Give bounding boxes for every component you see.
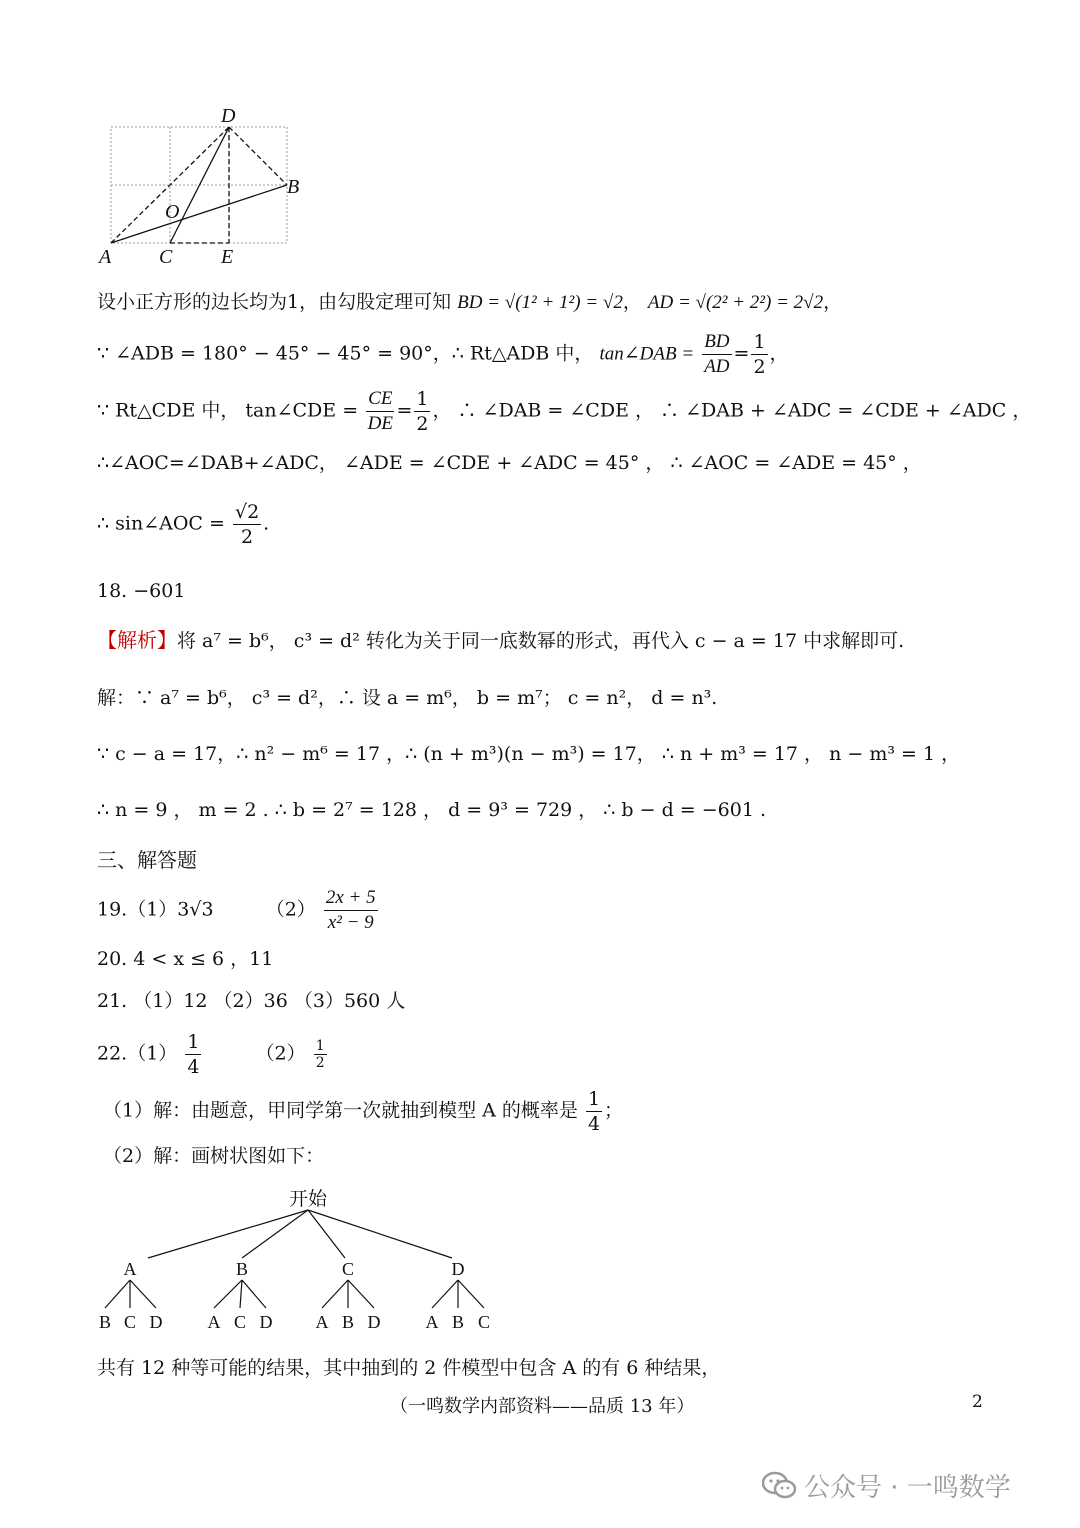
solution-line-4: ∴∠AOC=∠DAB+∠ADC， ∠ADE = ∠CDE + ∠ADC = 45° ， ∴ ∠AOC = ∠ADE = 45° ， xyxy=(97,452,922,474)
label-D: D xyxy=(221,105,236,127)
label-O: O xyxy=(165,201,180,223)
q18-step-3: ∴ n = 9 ， m = 2 . ∴ b = 2⁷ = 128 ， d = 9³ = 729 ， ∴ b − d = −601 . xyxy=(97,799,767,821)
tree-diagram xyxy=(90,1180,510,1340)
solution-line-3: ∵ Rt△CDE 中， tan∠CDE = $\frac{CE}{DE}$ = $\frac{1}{2}$ ， ∴ ∠DAB = ∠CDE ， ∴ ∠DAB + ∠ADC = ∠CDE + ∠ADC ， xyxy=(97,388,1032,435)
tree-root: 开始 xyxy=(288,1188,328,1210)
q22-step-2: （2）解：画树状图如下： xyxy=(103,1145,325,1167)
tree-l2: C xyxy=(123,1312,137,1332)
footer-note: （一鸣数学内部资料——品质 13 年） xyxy=(390,1396,695,1417)
q19-answer: 19.（1）3√3 （2） $\frac{2x + 5}{\text{x² − 9}}$ xyxy=(97,887,376,933)
q18-analysis: 【解析】将 a⁷ = b⁶， c³ = d² 转化为关于同一底数幂的形式，再代入 c − a = 17 中求解即可. xyxy=(97,628,905,652)
tree-l2: C xyxy=(233,1312,247,1332)
tree-l2: C xyxy=(477,1312,491,1332)
tree-l2: D xyxy=(259,1312,273,1332)
tree-l2: B xyxy=(98,1312,112,1332)
q20-answer: 20. 4 < x ≤ 6 ，11 xyxy=(97,948,274,970)
tree-l2: A xyxy=(207,1312,221,1332)
tree-l1-A: A xyxy=(123,1259,137,1279)
tree-l2: A xyxy=(315,1312,329,1332)
solution-line-2: ∵ ∠ADB = 180° − 45° − 45° = 90°，∴ Rt△ADB 中， tan∠DAB = $\frac{BD}{AD}$ = $\frac{1}{2}$ ， xyxy=(97,331,789,378)
tree-l2: A xyxy=(425,1312,439,1332)
tree-l1-D: D xyxy=(451,1259,465,1279)
q22-step-3: 共有 12 种等可能的结果，其中抽到的 2 件模型中包含 A 的有 6 种结果， xyxy=(97,1357,721,1379)
wechat-icon xyxy=(762,1471,796,1499)
q22-step-1: （1）解：由题意，甲同学第一次就抽到模型 A 的概率是 $\frac{1}{4}$ ； xyxy=(103,1088,624,1135)
tree-l2: B xyxy=(451,1312,465,1332)
label-C: C xyxy=(159,246,173,268)
q18-answer: 18. −601 xyxy=(97,580,186,602)
tree-l2: D xyxy=(367,1312,381,1332)
analysis-tag: 【解析】 xyxy=(97,628,177,652)
geometry-figure xyxy=(95,105,315,270)
q22-answer: 22.（1） $\frac{1}{4}$ （2） $\frac{1}{2}$ xyxy=(97,1031,325,1078)
q21-answer: 21. （1）12 （2）36 （3）560 人 xyxy=(97,990,406,1012)
label-E: E xyxy=(221,246,234,268)
page-number: 2 xyxy=(972,1392,983,1412)
tree-l2: B xyxy=(341,1312,355,1332)
watermark: 公众号 · 一鸣数学 xyxy=(762,1465,1011,1505)
tree-l2: D xyxy=(149,1312,163,1332)
solution-line-1: 设小正方形的边长均为1，由勾股定理可知 BD = √(1² + 1²) = √2， AD = √(2² + 2²) = 2√2， xyxy=(97,291,843,313)
solution-line-5: ∴ sin∠AOC = $\frac{√2}{2}$ . xyxy=(97,501,270,548)
label-A: A xyxy=(99,246,112,268)
tree-l1-B: B xyxy=(235,1259,249,1279)
section-heading: 三、解答题 xyxy=(97,848,197,872)
tree-l1-C: C xyxy=(341,1259,355,1279)
q18-step-2: ∵ c − a = 17，∴ n² − m⁶ = 17 ，∴ (n + m³)(n − m³) = 17， ∴ n + m³ = 17 ， n − m³ = 1 ， xyxy=(97,743,961,765)
label-B: B xyxy=(287,176,300,198)
q18-step-1: 解：∵ a⁷ = b⁶， c³ = d²，∴ 设 a = m⁶， b = m⁷； c = n²， d = n³. xyxy=(97,687,718,709)
